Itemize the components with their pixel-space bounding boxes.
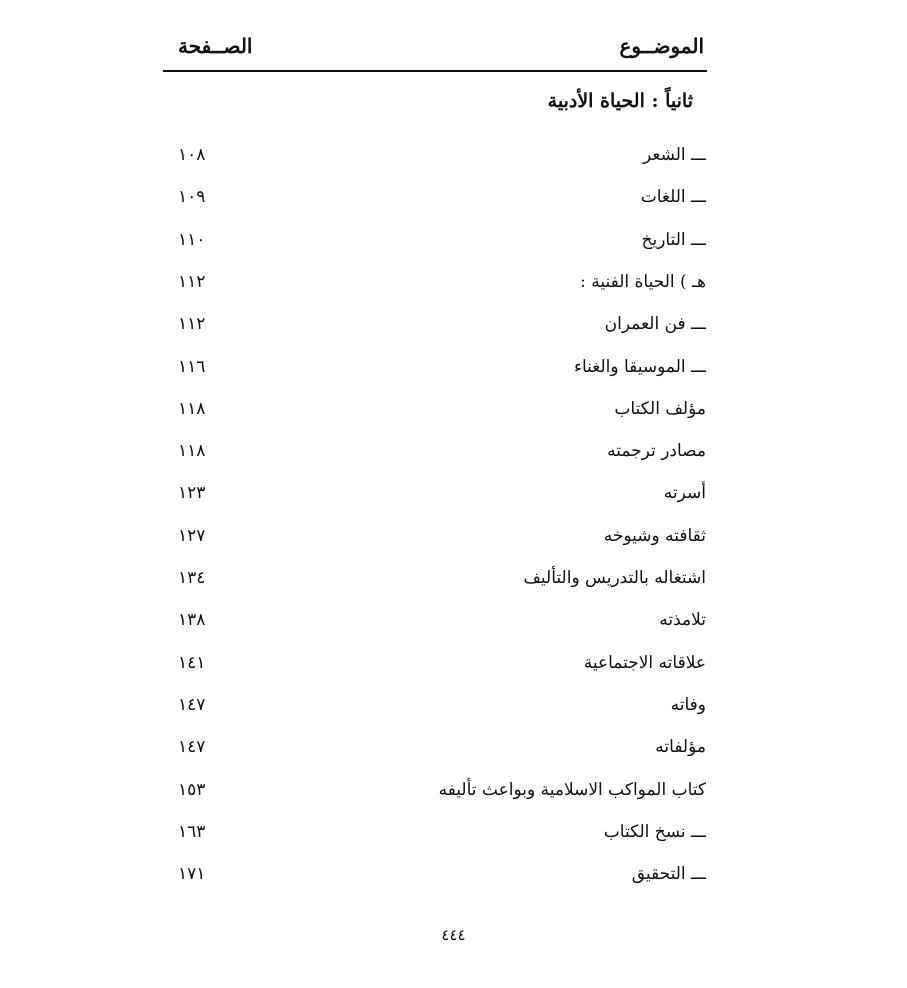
toc-entry-title: اشتغاله بالتدريس والتأليف	[523, 568, 706, 588]
toc-entry-page: ١١٢	[178, 314, 206, 334]
toc-entry-page: ١٤١	[178, 653, 206, 673]
toc-entry-title: تلامذته	[659, 610, 706, 630]
toc-entry-title: ـــ التحقيق	[631, 864, 706, 884]
toc-entry-page: ١٠٨	[178, 145, 206, 165]
toc-entry-title: ـــ نسخ الكتاب	[603, 822, 706, 842]
toc-entry-title: وفاته	[670, 695, 706, 715]
toc-row	[0, 357, 907, 387]
section-heading: ثانياً : الحياة الأدبية	[547, 90, 693, 112]
toc-entry-page: ١١٨	[178, 441, 206, 461]
toc-row	[0, 483, 907, 513]
toc-entry-page: ١٣٨	[178, 610, 206, 630]
toc-row	[0, 526, 907, 556]
toc-row	[0, 399, 907, 429]
toc-entry-page: ١٢٣	[178, 483, 206, 503]
toc-entry-title: ـــ فن العمران	[604, 314, 706, 334]
toc-row	[0, 737, 907, 767]
toc-entry-title: مؤلفاته	[655, 737, 706, 757]
toc-row	[0, 145, 907, 175]
toc-entry-page: ١١٢	[178, 272, 206, 292]
toc-entry-title: أسرته	[663, 483, 706, 503]
toc-row	[0, 695, 907, 725]
toc-entry-page: ١٥٣	[178, 780, 206, 800]
toc-entry-page: ١٧١	[178, 864, 206, 884]
toc-row	[0, 187, 907, 217]
toc-entry-title: ـــ الموسيقا والغناء	[573, 357, 706, 377]
toc-entry-title: ـــ الشعر	[643, 145, 706, 165]
toc-row	[0, 822, 907, 852]
toc-row	[0, 272, 907, 302]
header-rule	[163, 70, 707, 72]
toc-entry-page: ١٤٧	[178, 737, 206, 757]
toc-entry-page: ١٣٤	[178, 568, 206, 588]
toc-entry-page: ١٢٧	[178, 526, 206, 546]
toc-entry-title: كتاب المواكب الاسلامية وبواعث تأليفه	[438, 780, 706, 800]
toc-entry-page: ١٠٩	[178, 187, 206, 207]
toc-entry-title: ـــ اللغات	[640, 187, 706, 207]
toc-row	[0, 610, 907, 640]
toc-entry-page: ١٤٧	[178, 695, 206, 715]
toc-entry-page: ١٦٣	[178, 822, 206, 842]
toc-row	[0, 568, 907, 598]
toc-row	[0, 314, 907, 344]
toc-entry-page: ١١٨	[178, 399, 206, 419]
topic-column-header: الموضــوع	[619, 34, 704, 58]
toc-entry-title: ـــ التاريخ	[641, 230, 706, 250]
page-column-header: الصــفحة	[178, 34, 253, 58]
page-number: ٤٤٤	[441, 926, 466, 944]
toc-row	[0, 653, 907, 683]
toc-entry-page: ١١٦	[178, 357, 206, 377]
toc-row	[0, 230, 907, 260]
toc-row	[0, 441, 907, 471]
toc-entry-title: هـ ) الحياة الفنية :	[580, 272, 706, 292]
toc-entry-title: مصادر ترجمته	[607, 441, 706, 461]
toc-entry-title: علاقاته الاجتماعية	[583, 653, 706, 673]
toc-row	[0, 864, 907, 894]
toc-entry-title: ثقافته وشيوخه	[603, 526, 706, 546]
toc-row	[0, 780, 907, 810]
toc-entry-title: مؤلف الكتاب	[614, 399, 706, 419]
toc-entry-page: ١١٠	[178, 230, 206, 250]
